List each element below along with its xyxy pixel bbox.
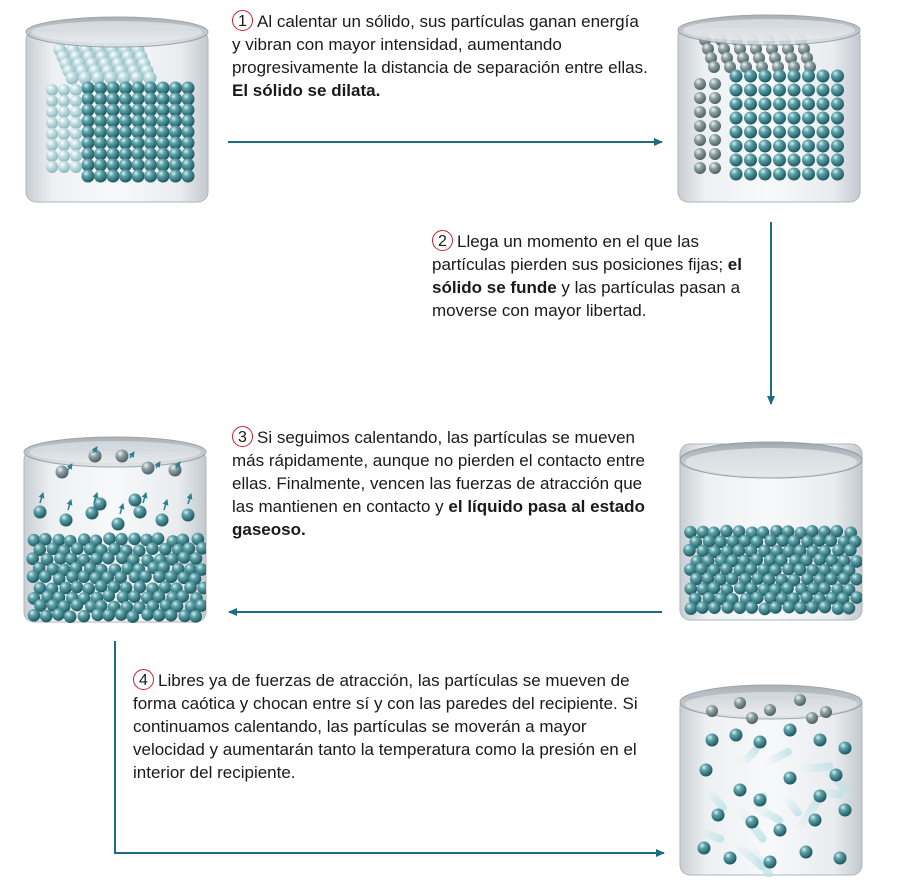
particle xyxy=(744,126,757,139)
particle xyxy=(169,170,182,183)
particle xyxy=(832,544,845,557)
step-1-number: 1 xyxy=(232,10,253,31)
particle xyxy=(744,84,757,97)
particle xyxy=(195,599,208,612)
particle-side xyxy=(694,92,706,104)
particle xyxy=(788,168,801,181)
particle xyxy=(107,170,120,183)
particle xyxy=(141,608,154,621)
particle xyxy=(746,816,759,829)
particle xyxy=(696,601,709,614)
particle xyxy=(734,582,747,595)
particle xyxy=(774,824,787,837)
particle-side xyxy=(694,78,706,90)
particle xyxy=(832,602,845,615)
particle-side xyxy=(70,139,82,151)
particle xyxy=(802,112,815,125)
particle-side xyxy=(70,150,82,162)
particle-side xyxy=(46,128,58,140)
particle xyxy=(794,601,807,614)
particle-surface xyxy=(60,514,73,527)
particle-escaping xyxy=(89,450,102,463)
particle xyxy=(54,552,67,565)
particle-top xyxy=(746,712,758,724)
particle xyxy=(839,742,852,755)
particle xyxy=(817,140,830,153)
step-1-text: 1 Al calentar un sólido, sus partículas ganan energía y vibran con mayor intensidad, aumentando progresivamente la distancia de separación entre ellas. El sólido se dilata. xyxy=(232,12,648,100)
particle xyxy=(153,609,166,622)
particle xyxy=(814,734,827,747)
particle-side xyxy=(709,162,721,174)
particle xyxy=(39,570,52,583)
particle xyxy=(802,154,815,167)
particle xyxy=(102,552,115,565)
particle xyxy=(831,168,844,181)
particle xyxy=(788,70,801,83)
container-5-gas xyxy=(680,685,862,880)
particle-surface xyxy=(156,514,169,527)
particle xyxy=(759,98,772,111)
particle xyxy=(788,126,801,139)
particle-side xyxy=(694,134,706,146)
particle-surface xyxy=(182,509,195,522)
particle-top xyxy=(734,697,746,709)
particle xyxy=(817,126,830,139)
particle xyxy=(783,601,796,614)
step-2-text: 2 Llega un momento en el que las partículas pierden sus posiciones fijas; el sólido se funde y las partículas pasan a moverse con mayor libertad. xyxy=(432,232,742,320)
particle xyxy=(773,168,786,181)
particle xyxy=(809,814,822,827)
particle-side xyxy=(58,139,70,151)
particle xyxy=(817,154,830,167)
particle-side xyxy=(58,84,70,96)
particle xyxy=(831,126,844,139)
particle xyxy=(814,790,827,803)
particle-side xyxy=(58,161,70,173)
particle xyxy=(773,98,786,111)
particle xyxy=(802,98,815,111)
particle-side xyxy=(709,92,721,104)
particle xyxy=(838,572,851,585)
particle-escaping xyxy=(56,466,69,479)
particle xyxy=(782,563,795,576)
particle-side xyxy=(709,78,721,90)
particle xyxy=(817,168,830,181)
particle xyxy=(773,84,786,97)
particle xyxy=(94,170,107,183)
particle xyxy=(813,534,826,547)
particle xyxy=(800,846,813,859)
particle xyxy=(850,573,863,586)
particle xyxy=(712,809,725,822)
container-3-liquid-evaporating xyxy=(24,437,210,623)
particle xyxy=(730,729,743,742)
particle xyxy=(819,601,832,614)
particle xyxy=(773,112,786,125)
particle xyxy=(777,534,790,547)
particle xyxy=(132,170,145,183)
particle xyxy=(102,609,115,622)
particle-side xyxy=(709,134,721,146)
particle-side xyxy=(58,117,70,129)
particle xyxy=(831,84,844,97)
particle-top xyxy=(706,705,718,717)
particle-side xyxy=(694,162,706,174)
particle-side xyxy=(709,148,721,160)
particle xyxy=(700,764,713,777)
particle xyxy=(759,84,772,97)
particle xyxy=(127,610,140,623)
step-2-number: 2 xyxy=(432,230,453,251)
particle xyxy=(802,84,815,97)
particle xyxy=(844,544,857,557)
particle xyxy=(764,856,777,869)
particle xyxy=(759,140,772,153)
particle xyxy=(830,769,843,782)
particle xyxy=(744,70,757,83)
particle xyxy=(178,551,191,564)
particle-side xyxy=(58,128,70,140)
particle xyxy=(773,126,786,139)
particle-side xyxy=(694,106,706,118)
particle xyxy=(788,154,801,167)
particle-side xyxy=(46,95,58,107)
particle xyxy=(839,804,852,817)
particle xyxy=(720,525,733,538)
container-4-liquid xyxy=(680,442,863,620)
particle xyxy=(773,154,786,167)
particle-escaping xyxy=(142,462,155,475)
particle xyxy=(730,98,743,111)
particle xyxy=(788,140,801,153)
particle-side xyxy=(46,117,58,129)
particle xyxy=(788,98,801,111)
particle-side xyxy=(70,161,82,173)
particle xyxy=(831,98,844,111)
particle xyxy=(817,70,830,83)
particle xyxy=(843,602,856,615)
particle-side xyxy=(709,106,721,118)
particle-side xyxy=(46,106,58,118)
arrow-step4-path xyxy=(115,641,664,853)
particle xyxy=(817,98,830,111)
particle xyxy=(734,784,747,797)
particle xyxy=(157,170,170,183)
particle-escaping xyxy=(116,450,129,463)
particle xyxy=(831,70,844,83)
particle xyxy=(814,553,827,566)
particle xyxy=(730,126,743,139)
particle xyxy=(802,140,815,153)
particle xyxy=(698,842,711,855)
particle xyxy=(64,610,77,623)
step-3-number: 3 xyxy=(232,426,253,447)
particle-top xyxy=(820,706,832,718)
particle xyxy=(730,154,743,167)
particle xyxy=(71,599,84,612)
particle xyxy=(721,601,734,614)
particle xyxy=(159,543,172,556)
particle xyxy=(754,736,767,749)
particle xyxy=(128,590,141,603)
particle-escaping xyxy=(169,464,182,477)
particle-top xyxy=(794,694,806,706)
particle-side xyxy=(70,128,82,140)
particle-side xyxy=(694,120,706,132)
particle xyxy=(759,112,772,125)
particle xyxy=(817,84,830,97)
particle xyxy=(146,542,159,555)
particle xyxy=(197,582,210,595)
particle-side xyxy=(46,84,58,96)
particle xyxy=(78,610,91,623)
particle xyxy=(744,168,757,181)
particle-back xyxy=(708,61,720,73)
particle-back xyxy=(66,72,79,85)
particle xyxy=(78,570,91,583)
particle-side xyxy=(46,161,58,173)
particle xyxy=(834,852,847,865)
particle xyxy=(773,70,786,83)
particle-side xyxy=(58,106,70,118)
particle xyxy=(730,112,743,125)
step-4-text: 4 Libres ya de fuerzas de atracción, las partículas se mueven de forma caótica y chocan entre sí y con las paredes del recipiente. Si continuamos calentando, las partículas se moverán a mayor velocidad y aumentarán tanto la temperatura como la presión en el interior del recipiente. xyxy=(133,671,638,782)
particle-side xyxy=(70,95,82,107)
particle xyxy=(144,170,157,183)
particle xyxy=(769,601,782,614)
particle-surface xyxy=(134,506,147,519)
particle xyxy=(82,170,95,183)
particle xyxy=(831,154,844,167)
particle xyxy=(165,609,178,622)
particle xyxy=(115,608,128,621)
particle xyxy=(27,570,40,583)
particle xyxy=(128,533,141,546)
particle-side xyxy=(70,106,82,118)
particle xyxy=(759,154,772,167)
particle xyxy=(733,601,746,614)
particle xyxy=(788,112,801,125)
particle xyxy=(683,544,696,557)
particle xyxy=(190,552,203,565)
particle xyxy=(730,168,743,181)
particle-side xyxy=(46,150,58,162)
particle-side xyxy=(694,148,706,160)
particle xyxy=(730,70,743,83)
particle xyxy=(730,84,743,97)
particle xyxy=(52,608,65,621)
particle-surface xyxy=(129,494,142,507)
particle xyxy=(182,170,195,183)
particle xyxy=(802,70,815,83)
particle xyxy=(706,734,719,747)
particle-surface xyxy=(34,506,47,519)
particle-side xyxy=(70,117,82,129)
particle xyxy=(802,168,815,181)
particle xyxy=(773,140,786,153)
particle xyxy=(759,168,772,181)
particle-side xyxy=(58,95,70,107)
particle xyxy=(189,610,202,623)
step-3-text: 3 Si seguimos calentando, las partículas se mueven más rápidamente, aunque no pierden el contacto entre ellas. Finalmente, vencen las fuerzas de atracción que las mantienen en contacto y el líquido pasa al estado gaseoso. xyxy=(232,428,645,539)
particle xyxy=(788,84,801,97)
particle xyxy=(103,589,116,602)
particle xyxy=(802,126,815,139)
particle xyxy=(758,603,771,616)
particle-side xyxy=(58,150,70,162)
particle xyxy=(40,610,53,623)
container-1-solid xyxy=(26,17,208,202)
particle xyxy=(831,112,844,125)
container-2-solid-expanded xyxy=(678,15,860,202)
particle xyxy=(754,794,767,807)
particle xyxy=(71,581,84,594)
particle xyxy=(744,140,757,153)
particle xyxy=(119,170,132,183)
particle xyxy=(730,140,743,153)
particle xyxy=(806,601,819,614)
particle xyxy=(708,601,721,614)
particle xyxy=(850,591,863,604)
particle xyxy=(744,154,757,167)
particle-top xyxy=(806,712,818,724)
particle-side xyxy=(709,120,721,132)
particle xyxy=(139,570,152,583)
particle xyxy=(685,602,698,615)
particle xyxy=(91,609,104,622)
particle xyxy=(784,724,797,737)
step-4-number: 4 xyxy=(133,669,154,690)
particle xyxy=(784,772,797,785)
particle xyxy=(744,112,757,125)
particle-surface xyxy=(112,518,125,531)
particle xyxy=(744,98,757,111)
particle xyxy=(831,140,844,153)
particle xyxy=(817,112,830,125)
particle xyxy=(178,610,191,623)
particle xyxy=(745,601,758,614)
particle-top xyxy=(764,704,776,716)
particle xyxy=(724,852,737,865)
particle xyxy=(759,126,772,139)
particle xyxy=(759,70,772,83)
particle-side xyxy=(70,84,82,96)
particle-side xyxy=(46,139,58,151)
particle xyxy=(28,609,41,622)
